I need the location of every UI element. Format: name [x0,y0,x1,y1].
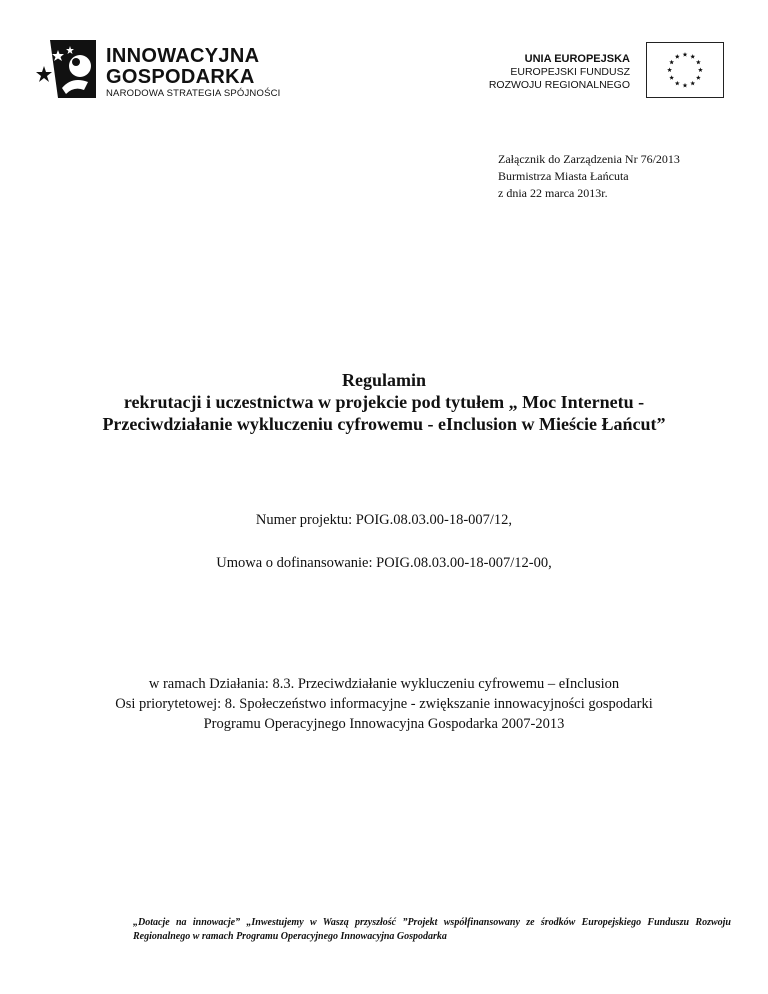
eu-flag-icon [646,42,724,98]
eu-logo-line3: ROZWOJU REGIONALNEGO [488,79,630,91]
title-line2: rekrutacji i uczestnictwa w projekcie pod tytułem „ Moc Internetu - [123,392,645,412]
eu-logo-line2: EUROPEJSKI FUNDUSZ [510,66,630,78]
contract-number: Umowa o dofinansowanie: POIG.08.03.00-18-007/12-00, [216,555,552,571]
document-title [0,369,768,435]
program-info [0,674,768,734]
eu-star [669,75,674,80]
eu-logo [474,42,728,106]
eu-star [690,54,695,59]
eu-star [690,81,695,86]
program-line1: w ramach Działania: 8.3. Przeciwdziałanie wykluczeniu cyfrowemu – eInclusion [148,676,620,692]
eu-star [696,75,701,80]
eu-star [667,67,672,72]
title-line1: Regulamin [341,370,426,390]
eu-star [698,67,703,72]
eu-star [683,83,688,88]
eu-star [675,54,680,59]
project-number: Numer projektu: POIG.08.03.00-18-007/12, [255,512,513,528]
logo-line-gospodarka: GOSPODARKA [106,66,255,88]
annex-line1: Załącznik do Zarządzenia Nr 76/2013 [498,152,680,166]
innowacyjna-gospodarka-logo [36,36,286,106]
eu-logo-text [489,52,630,92]
annex-line3: z dnia 22 marca 2013r. [498,186,608,200]
logo-line-strategy: NARODOWA STRATEGIA SPÓJNOŚCI [106,88,281,99]
program-line2: Osi priorytetowej: 8. Społeczeństwo informacyjne - zwiększanie innowacyjności gospodarki [115,696,653,712]
annex-line2: Burmistrza Miasta Łańcuta [498,169,629,183]
eu-star [696,60,701,65]
title-line3: Przeciwdziałanie wykluczeniu cyfrowemu - eInclusion w Mieście Łańcut” [102,414,666,434]
eu-star [669,60,674,65]
stars-figure-icon [36,38,100,104]
eu-star [683,52,688,57]
footer-note: „Dotacje na innowacje” „Inwestujemy w Waszą przyszłość ”Projekt współfinansowany ze środków Europejskiego Funduszu Rozwoju Regionalnego w ramach Programu Operacyjnego Innowacyjna Gospodarka [133,917,731,942]
program-line3: Programu Operacyjnego Innowacyjna Gospodarka 2007-2013 [203,716,565,732]
logo-line-innowacyjna: INNOWACYJNA [106,45,260,67]
annex-note [498,151,680,202]
eu-star [675,81,680,86]
eu-logo-line1: UNIA EUROPEJSKA [524,53,630,65]
